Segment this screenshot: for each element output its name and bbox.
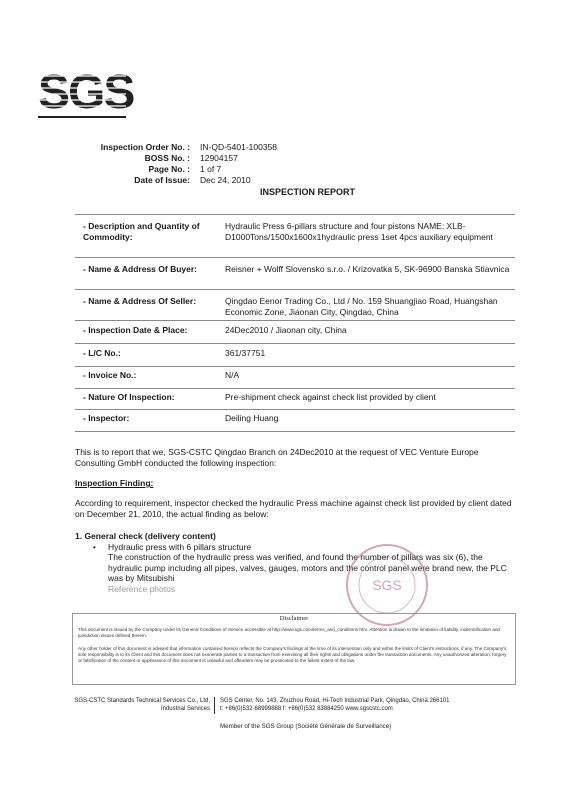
disclaimer-paragraph-1: This document is issued by the Company under its General Conditions of Service accessible at http://www.sgs.com/terms_and_conditions.htm. Attention is drawn to the limitation of liability, indemnification and jurisdiction issues defined therein. (78, 627, 500, 638)
report-title: INSPECTION REPORT (259, 187, 355, 197)
page-label: Page No. : (148, 164, 190, 174)
boss-label: BOSS No. : (144, 153, 190, 163)
logo-line-pattern (38, 68, 126, 118)
footer-company-name: SGS-CSTC Standards Technical Services Co., Ltd. (74, 698, 210, 704)
footer-company-division: Industrial Services (160, 706, 210, 712)
row-label-nature: - Nature Of Inspection: (83, 392, 175, 402)
divider (75, 431, 515, 432)
row-value-commodity: Hydraulic Press 6-pillars structure and four pistons NAME: XLB-D1000Tons/1500x1600x1hydraulic press 1set 4pcs auxiliary equipment (225, 221, 493, 242)
row-label-lc: - L/C No.: (83, 348, 121, 358)
bullet-title: Hydraulic press with 6 pillars structure (108, 542, 252, 552)
date-label: Date of Issue: (134, 175, 190, 185)
row-label-inspection-date: - Inspection Date & Place: (83, 325, 188, 335)
divider (75, 289, 515, 290)
date-value: Dec 24, 2010 (200, 175, 251, 185)
row-value-seller: Qingdao Eenor Trading Co., Ltd / No. 159 Shuangjiao Road, Huangshan Economic Zone, Jiaonan City, Qingdao, China (225, 296, 498, 317)
row-value-invoice: N/A (225, 370, 240, 380)
row-label-buyer: - Name & Address Of Buyer: (83, 264, 197, 274)
logo-text: SGS (38, 66, 134, 119)
sgs-logo (38, 66, 134, 119)
disclaimer-title: Disclaimer (279, 615, 309, 622)
row-value-nature: Pre-shipment check against check list provided by client (225, 392, 436, 402)
footer-divider (214, 697, 215, 714)
row-value-inspector: Deiling Huang (225, 413, 279, 423)
page-value: 1 of 7 (200, 164, 222, 174)
finding-heading: Inspection Finding: (75, 478, 154, 488)
order-label: Inspection Order No. : (100, 142, 190, 152)
divider (75, 409, 515, 410)
disclaimer-paragraph-2: Any other holder of this document is advised that information contained hereon reflects the Company's findings at the time of its intervention only and within the limits of Client's instructions, if any. The Company's sole responsibility is to its Client and this document does not exonerate parties to a transaction from exercising all their rights and obligations under the transaction documents. Any unauthorized alteration, forgery or falsification of the content or appearance of this document is unlawful and offenders may be prosecuted to the fullest extent of the law. (78, 646, 507, 663)
row-label-commodity: - Description and Quantity of Commodity: (83, 221, 200, 242)
divider (75, 366, 515, 367)
reference-photos: Reference photos (108, 584, 176, 594)
footer-company (30, 697, 210, 713)
row-value-lc: 361/37751 (225, 348, 266, 358)
section-heading: 1. General check (delivery content) (75, 531, 216, 541)
divider (75, 320, 515, 321)
order-value: IN-QD-5401-100358 (200, 142, 278, 152)
row-label-invoice: - Invoice No.: (83, 370, 137, 380)
divider (75, 214, 515, 215)
bullet-text: The construction of the hydraulic press was verified, and found the number of pillars was six (6), the hydraulic pump including all pipes, valves, gauges, motors and the control panel were brand new, the PLC was by Mitsubishi (108, 552, 507, 583)
row-label-seller: - Name & Address Of Seller: (83, 296, 197, 306)
divider (75, 257, 515, 258)
divider (75, 343, 515, 344)
boss-value: 12904157 (200, 153, 238, 163)
footer-address (220, 697, 520, 713)
row-value-inspection-date: 24Dec2010 / Jiaonan city, China (225, 325, 347, 335)
footer-address-line-2: t: +86(0)532-68999888 f: +86(0)532 83884250 www.sgscstc.com (220, 706, 393, 712)
divider (75, 388, 515, 389)
intro-paragraph: This is to report that we, SGS-CSTC Qingdao Branch on 24Dec2010 at the request of VEC Venture Europe Consulting GmbH conducted the following inspection: (75, 447, 479, 468)
bullet-icon: • (93, 543, 96, 552)
row-value-buyer: Reisner + Wolff Slovensko s.r.o. / Krizovatka 5, SK-96900 Banska Stiavnica (225, 264, 510, 274)
footer-address-line-1: SGS Center, No. 143, Zhuzhou Road, Hi-Tech Industrial Park, Qingdao, China 266101 (220, 698, 450, 704)
svg-text:SGS: SGS (372, 577, 402, 593)
row-label-inspector: - Inspector: (83, 413, 130, 423)
finding-paragraph: According to requirement, inspector checked the hydraulic Press machine against check list provided by client dated on December 21, 2010, the actual finding as below: (75, 498, 512, 519)
footer-member: Member of the SGS Group (Société Générale de Surveillance) (220, 723, 392, 730)
